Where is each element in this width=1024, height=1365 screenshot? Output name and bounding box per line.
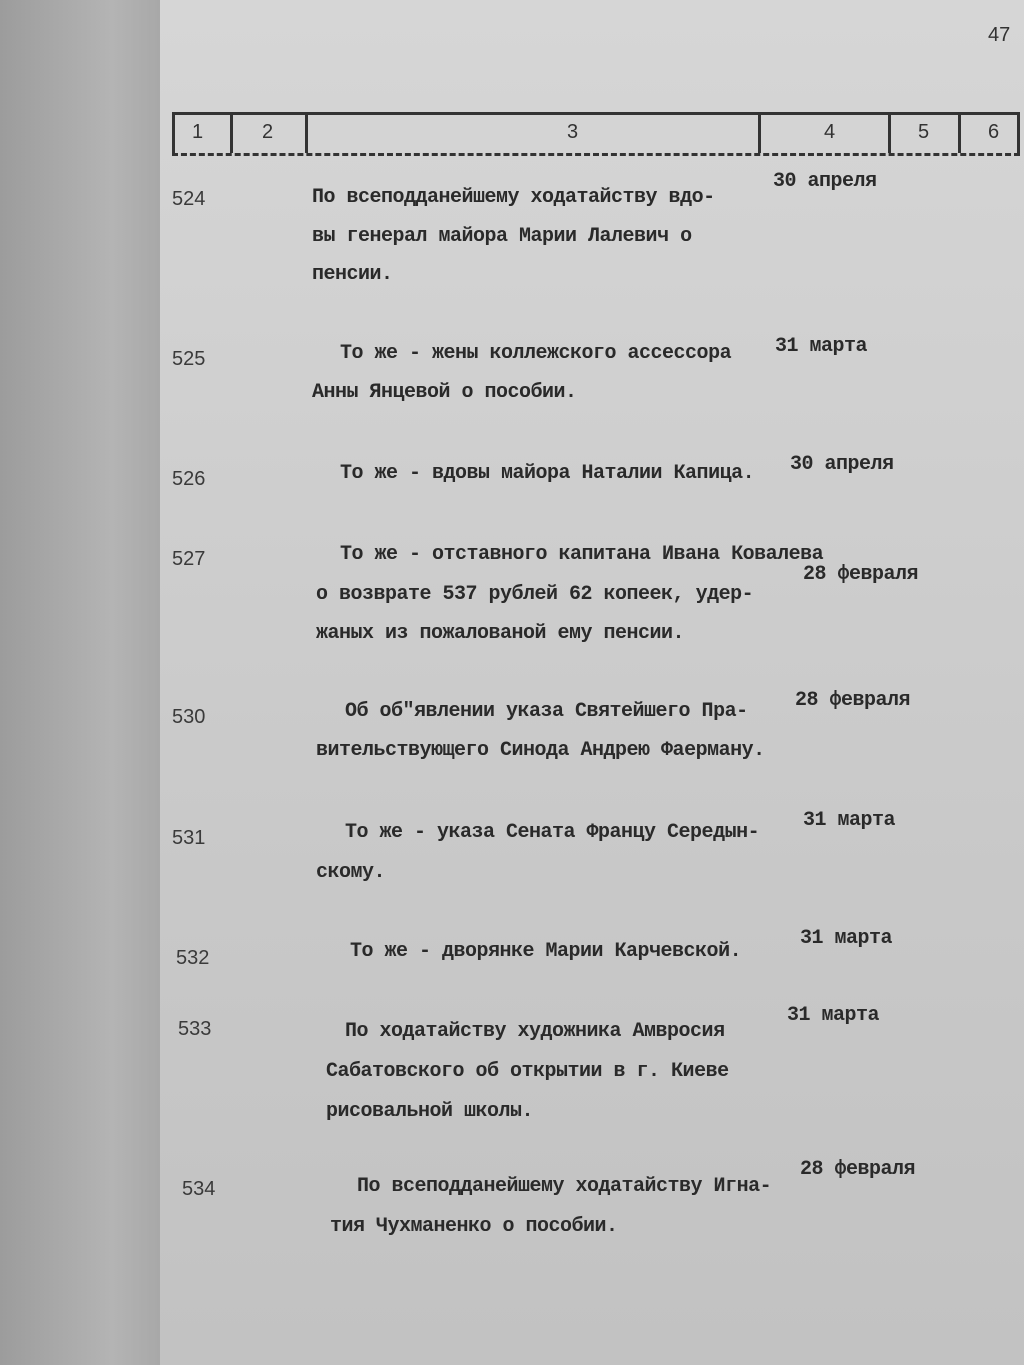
entry-date: 28 февраля (803, 563, 919, 586)
entry-number: 533 (178, 1018, 212, 1040)
column-header: 1 (192, 121, 204, 143)
entry-date: 28 февраля (800, 1158, 916, 1181)
column-header: 6 (988, 121, 1000, 143)
page-number: 47 (988, 24, 1011, 46)
entry-text-line: Сабатовского об открытии в г. Киеве (326, 1060, 729, 1083)
entry-text-line: жаных из пожалованой ему пенсии. (316, 622, 685, 645)
entry-date: 30 апреля (773, 170, 877, 193)
entry-number: 532 (176, 947, 210, 969)
entry-number: 525 (172, 348, 206, 370)
entry-text-line: То же - отставного капитана Ивана Ковалева (340, 543, 824, 566)
column-header: 2 (262, 121, 274, 143)
entry-number: 524 (172, 188, 206, 210)
entry-text-line: По всеподданейшему ходатайству вдо- (312, 186, 715, 209)
entry-number: 530 (172, 706, 206, 728)
entry-text-line: Анны Янцевой о пособии. (312, 381, 577, 404)
entry-text-line: То же - жены коллежского ассессора (340, 342, 732, 365)
table-header (172, 112, 1020, 156)
entry-number: 527 (172, 548, 206, 570)
entry-text-line: То же - указа Сената Францу Середын- (345, 821, 760, 844)
entry-date: 30 апреля (790, 453, 894, 476)
entry-text-line: То же - дворянке Марии Карчевской. (350, 940, 742, 963)
entry-text-line: Об об"явлении указа Святейшего Пра- (345, 700, 748, 723)
entry-date: 31 марта (803, 809, 896, 832)
entry-date: 28 февраля (795, 689, 911, 712)
entry-date: 31 марта (775, 335, 868, 358)
entry-number: 526 (172, 468, 206, 490)
entry-text-line: По всеподданейшему ходатайству Игна- (357, 1175, 772, 1198)
entry-text-line: тия Чухманенко о пособии. (330, 1215, 618, 1238)
entry-number: 531 (172, 827, 206, 849)
entry-text-line: вительствующего Синода Андрею Фаерману. (316, 739, 765, 762)
entry-text-line: вы генерал майора Марии Лалевич о (312, 225, 692, 248)
column-header: 5 (918, 121, 930, 143)
entry-date: 31 марта (787, 1004, 880, 1027)
entry-text-line: По ходатайству художника Амвросия (345, 1020, 725, 1043)
entry-text-line: скому. (316, 861, 386, 884)
entry-text-line: пенсии. (312, 263, 393, 286)
column-header: 3 (567, 121, 579, 143)
entry-text-line: То же - вдовы майора Наталии Капица. (340, 462, 755, 485)
underlying-page (0, 0, 160, 1365)
entry-text-line: рисовальной школы. (326, 1100, 534, 1123)
column-header: 4 (824, 121, 836, 143)
entry-date: 31 марта (800, 927, 893, 950)
entry-number: 534 (182, 1178, 216, 1200)
entry-text-line: о возврате 537 рублей 62 копеек, удер- (316, 583, 754, 606)
